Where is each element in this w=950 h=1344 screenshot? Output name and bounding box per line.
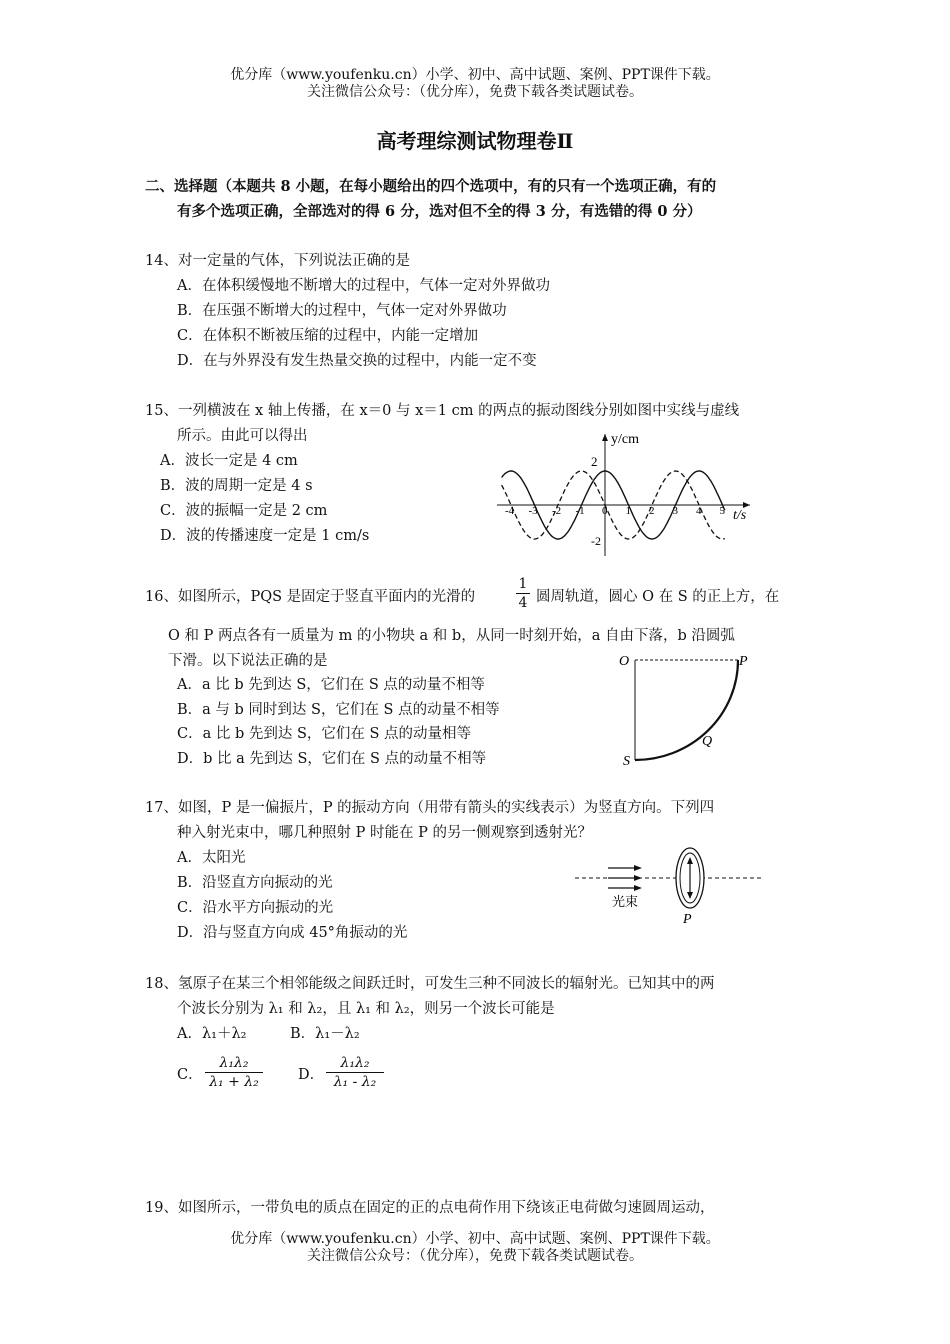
footer-line-2: 关注微信公众号：（优分库），免费下载各类试题试卷。: [307, 1248, 643, 1264]
graph-x-label: t/s: [733, 508, 747, 523]
q17-option-c: C．沿水平方向振动的光: [177, 900, 334, 916]
q15-vibration-graph: [495, 428, 760, 558]
q16-option-b: B．a 与 b 同时到达 S，它们在 S 点的动量不相等: [177, 702, 500, 718]
graph-x-tick-3: -1: [575, 505, 585, 517]
d-numerator: λ₁λ₂: [340, 1055, 370, 1071]
q16-stem-line-1a: 16、如图所示，PQS 是固定于竖直平面内的光滑的: [145, 589, 476, 605]
q18-option-c-label: C．: [177, 1067, 203, 1083]
q15-option-c: C．波的振幅一定是 2 cm: [160, 503, 328, 519]
header-line-2: 关注微信公众号：（优分库），免费下载各类试题试卷。: [307, 84, 643, 100]
q17-stem-line-2: 种入射光束中，哪几种照射 P 时能在 P 的另一侧观察到透射光？: [177, 825, 592, 841]
q18-option-d-fraction: [326, 1054, 384, 1091]
q14-option-b: B．在压强不断增大的过程中，气体一定对外界做功: [177, 303, 507, 319]
q15-option-a: A．波长一定是 4 cm: [160, 453, 298, 469]
graph-y-tick-bottom: -2: [591, 534, 601, 548]
graph-y-tick-top: 2: [591, 454, 598, 469]
graph-x-tick-5: 1: [625, 505, 631, 517]
q16-stem-line-1b: 圆周轨道，圆心 O 在 S 的正上方，在: [536, 589, 780, 605]
graph-x-tick-0: -4: [505, 505, 515, 517]
page-header: [0, 67, 950, 101]
graph-x-tick-9: 5: [719, 505, 725, 517]
label-p: P: [739, 654, 748, 669]
q16-option-c: C．a 比 b 先到达 S，它们在 S 点的动量相等: [177, 726, 472, 742]
q16-stem-line-3: 下滑。以下说法正确的是: [168, 653, 328, 669]
q16-stem-line-2: O 和 P 两点各有一质量为 m 的小物块 a 和 b，从同一时刻开始，a 自由下落，b 沿圆弧: [168, 628, 735, 644]
q18-stem-line-2: 个波长分别为 λ₁ 和 λ₂，且 λ₁ 和 λ₂，则另一个波长可能是: [177, 1001, 555, 1017]
q16-option-d: D．b 比 a 先到达 S，它们在 S 点的动量不相等: [177, 751, 487, 767]
d-denominator: λ₁ - λ₂: [333, 1074, 377, 1090]
section-instruction-line-2: 有多个选项正确，全部选对的得 6 分，选对但不全的得 3 分，有选错的得 0 分）: [177, 203, 702, 220]
q17-option-a: A．太阳光: [177, 850, 246, 866]
arc-pqs: [635, 660, 738, 760]
q17-option-d: D．沿与竖直方向成 45°角振动的光: [177, 925, 408, 941]
graph-x-tick-8: 4: [696, 505, 702, 517]
q14-option-c: C．在体积不断被压缩的过程中，内能一定增加: [177, 328, 479, 344]
q17-stem-line-1: 17、如图，P 是一偏振片，P 的振动方向（用带有箭头的实线表示）为竖直方向。下列四: [145, 800, 715, 816]
section-instruction-line-1: 二、选择题（本题共 8 小题，在每小题给出的四个选项中，有的只有一个选项正确，有的: [145, 178, 717, 195]
q15-stem-line-1: 15、一列横波在 x 轴上传播，在 x＝0 与 x＝1 cm 的两点的振动图线分别如图中实线与虚线: [145, 403, 740, 419]
q14-option-d: D．在与外界没有发生热量交换的过程中，内能一定不变: [177, 353, 537, 369]
graph-x-tick-6: 2: [649, 505, 655, 517]
graph-y-label: y/cm: [611, 432, 639, 447]
q18-option-d-label: D．: [298, 1067, 325, 1083]
label-o: O: [619, 654, 630, 669]
graph-x-tick-7: 3: [672, 505, 678, 517]
q16-option-a: A．a 比 b 先到达 S，它们在 S 点的动量不相等: [177, 677, 485, 693]
q17-polarizer-figure: [570, 842, 765, 927]
beam-label: 光束: [612, 895, 639, 910]
polarizer-label: P: [683, 912, 692, 927]
q16-quarter-circle-figure: [615, 648, 760, 773]
q18-stem-line-1: 18、氢原子在某三个相邻能级之间跃迁时，可发生三种不同波长的辐射光。已知其中的两: [145, 976, 715, 992]
q14-option-a: A．在体积缓慢地不断增大的过程中，气体一定对外界做功: [177, 278, 550, 294]
graph-x-tick-4: 0: [602, 505, 608, 517]
q15-stem-line-2: 所示。由此可以得出: [177, 428, 308, 444]
footer-line-1: 优分库（www.youfenku.cn）小学、初中、高中试题、案例、PPT课件下载。: [230, 1231, 720, 1247]
q19-stem-line-1: 19、如图所示，一带负电的质点在固定的正的点电荷作用下绕该正电荷做匀速圆周运动，: [145, 1200, 715, 1216]
q15-option-d: D．波的传播速度一定是 1 cm/s: [160, 528, 370, 544]
page-footer: [0, 1231, 950, 1265]
header-line-1: 优分库（www.youfenku.cn）小学、初中、高中试题、案例、PPT课件下载。: [230, 67, 720, 83]
fraction-denominator: 4: [518, 595, 528, 611]
graph-x-tick-1: -3: [528, 505, 538, 517]
q18-option-c-fraction: [205, 1054, 263, 1091]
label-q: Q: [702, 734, 713, 749]
c-numerator: λ₁λ₂: [219, 1055, 249, 1071]
graph-y-axis-arrow: [602, 434, 608, 441]
c-denominator: λ₁ + λ₂: [209, 1074, 259, 1090]
label-s: S: [623, 754, 630, 769]
q15-option-b: B．波的周期一定是 4 s: [160, 478, 313, 494]
q17-option-b: B．沿竖直方向振动的光: [177, 875, 333, 891]
page-title: 高考理综测试物理卷Ⅱ: [376, 129, 574, 153]
q18-option-b: B．λ₁－λ₂: [290, 1026, 360, 1042]
q14-stem: 14、对一定量的气体，下列说法正确的是: [145, 253, 410, 269]
q16-quarter-fraction: [516, 575, 530, 612]
fraction-numerator: 1: [518, 576, 528, 592]
q18-option-a: A．λ₁＋λ₂: [177, 1026, 247, 1042]
graph-x-tick-2: -2: [552, 505, 562, 517]
